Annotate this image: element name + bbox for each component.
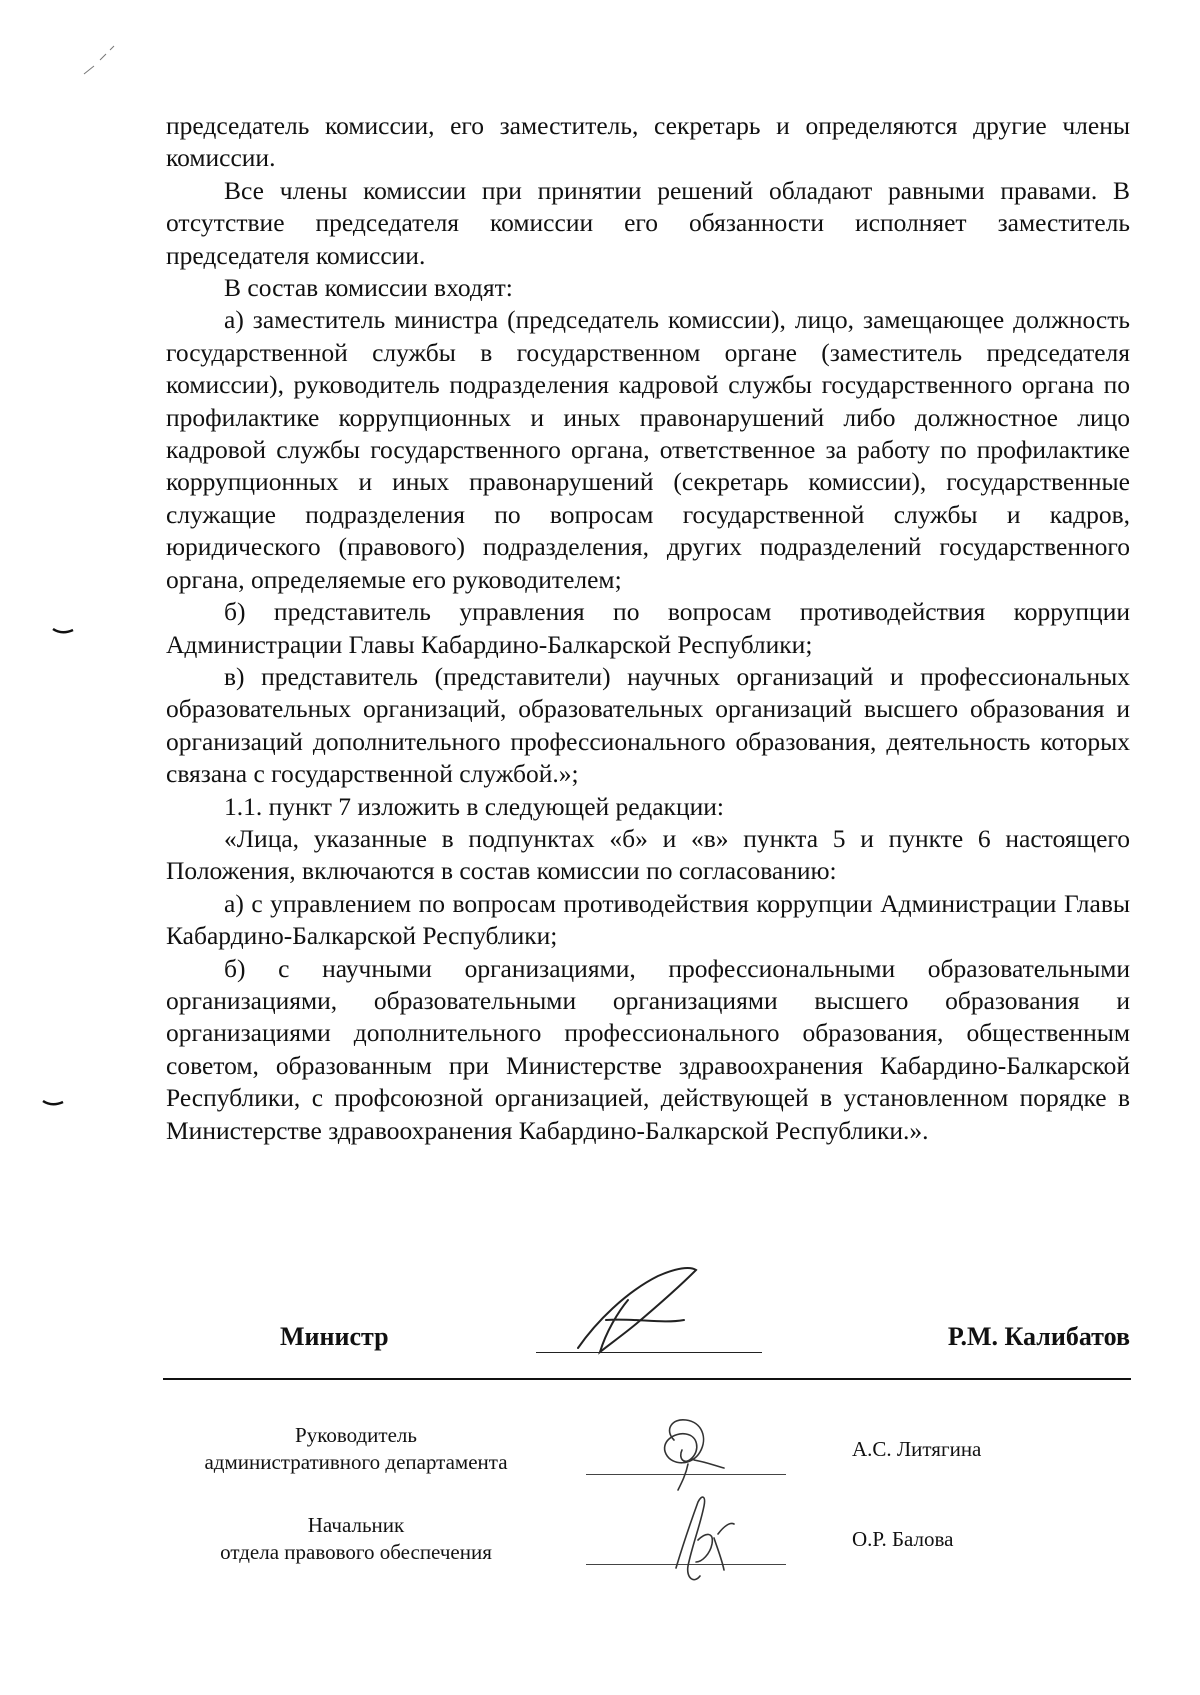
handwritten-signature <box>644 1410 734 1492</box>
handwritten-signature <box>566 1262 726 1362</box>
paragraph: б) с научными организациями, профессиональными образовательными организациями, образовательными организациями высшего образования и организациями дополнительного профессионального образования, общественным советом, образованным при Министерстве здравоохранения Кабардино-Балкарской Республики, с профсоюзной организацией, действующей в установленном порядке в Министерстве здравоохранения Кабардино-Балкарской Республики.». <box>166 953 1130 1145</box>
approver-name: А.С. Литягина <box>852 1437 982 1461</box>
approval-block <box>166 1512 1130 1572</box>
paragraph: а) с управлением по вопросам противодействия коррупции Администрации Главы Кабардино-Балкарской Республики; <box>166 888 1130 951</box>
paragraph: Все члены комиссии при принятии решений обладают равными правами. В отсутствие председателя комиссии его обязанности исполняет заместитель председателя комиссии. <box>166 175 1130 270</box>
approval-title <box>166 1512 546 1566</box>
paragraph: в) представитель (представители) научных организаций и профессиональных образовательных организаций, образовательных организаций высшего образования и организаций дополнительного профессионального образования, деятельность которых связана с государственной службой.»; <box>166 661 1130 789</box>
scan-artifact-top-left <box>80 40 120 80</box>
handwritten-signature <box>662 1488 742 1588</box>
document-body <box>166 110 1130 1147</box>
approver-name: О.Р. Балова <box>852 1527 954 1551</box>
signature-block <box>166 1314 1130 1358</box>
paragraph: «Лица, указанные в подпунктах «б» и «в» пункта 5 и пункте 6 настоящего Положения, включаются в состав комиссии по согласованию: <box>166 823 1130 886</box>
paragraph: б) представитель управления по вопросам противодействия коррупции Администрации Главы Кабардино-Балкарской Республики; <box>166 597 1130 659</box>
approval-title-line: отдела правового обеспечения <box>220 1540 492 1564</box>
paragraph: председатель комиссии, его заместитель, секретарь и определяются другие члены комиссии. <box>166 111 1130 173</box>
paragraph: В состав комиссии входят: <box>224 273 513 303</box>
paragraph: а) заместитель министра (председатель комиссии), лицо, замещающее должность государственной службы в государственном органе (заместитель председателя комиссии), руководитель подразделения кадровой службы государственного органа по профилактике коррупционных и иных правонарушений либо должностное лицо кадровой службы государственного органа, ответственное за работу по профилактике коррупционных и иных правонарушений (секретарь комиссии), государственные служащие подразделения по вопросам государственной службы и кадров, юридического (правового) подразделения, других подразделений государственного органа, определяемые его руководителем; <box>166 305 1130 594</box>
horizontal-rule <box>163 1378 1131 1380</box>
approval-title-line: административного департамента <box>204 1450 508 1474</box>
approval-title <box>166 1422 546 1476</box>
signatory-role: Министр <box>280 1322 389 1351</box>
signatory-name: Р.М. Калибатов <box>947 1322 1130 1351</box>
paragraph: 1.1. пункт 7 изложить в следующей редакции: <box>224 791 724 821</box>
scan-artifact-left-mark <box>42 1098 64 1108</box>
scan-artifact-left-mark <box>52 626 74 636</box>
approval-block <box>166 1422 1130 1482</box>
approval-title-line: Руководитель <box>295 1423 417 1447</box>
approval-title-line: Начальник <box>307 1513 405 1537</box>
